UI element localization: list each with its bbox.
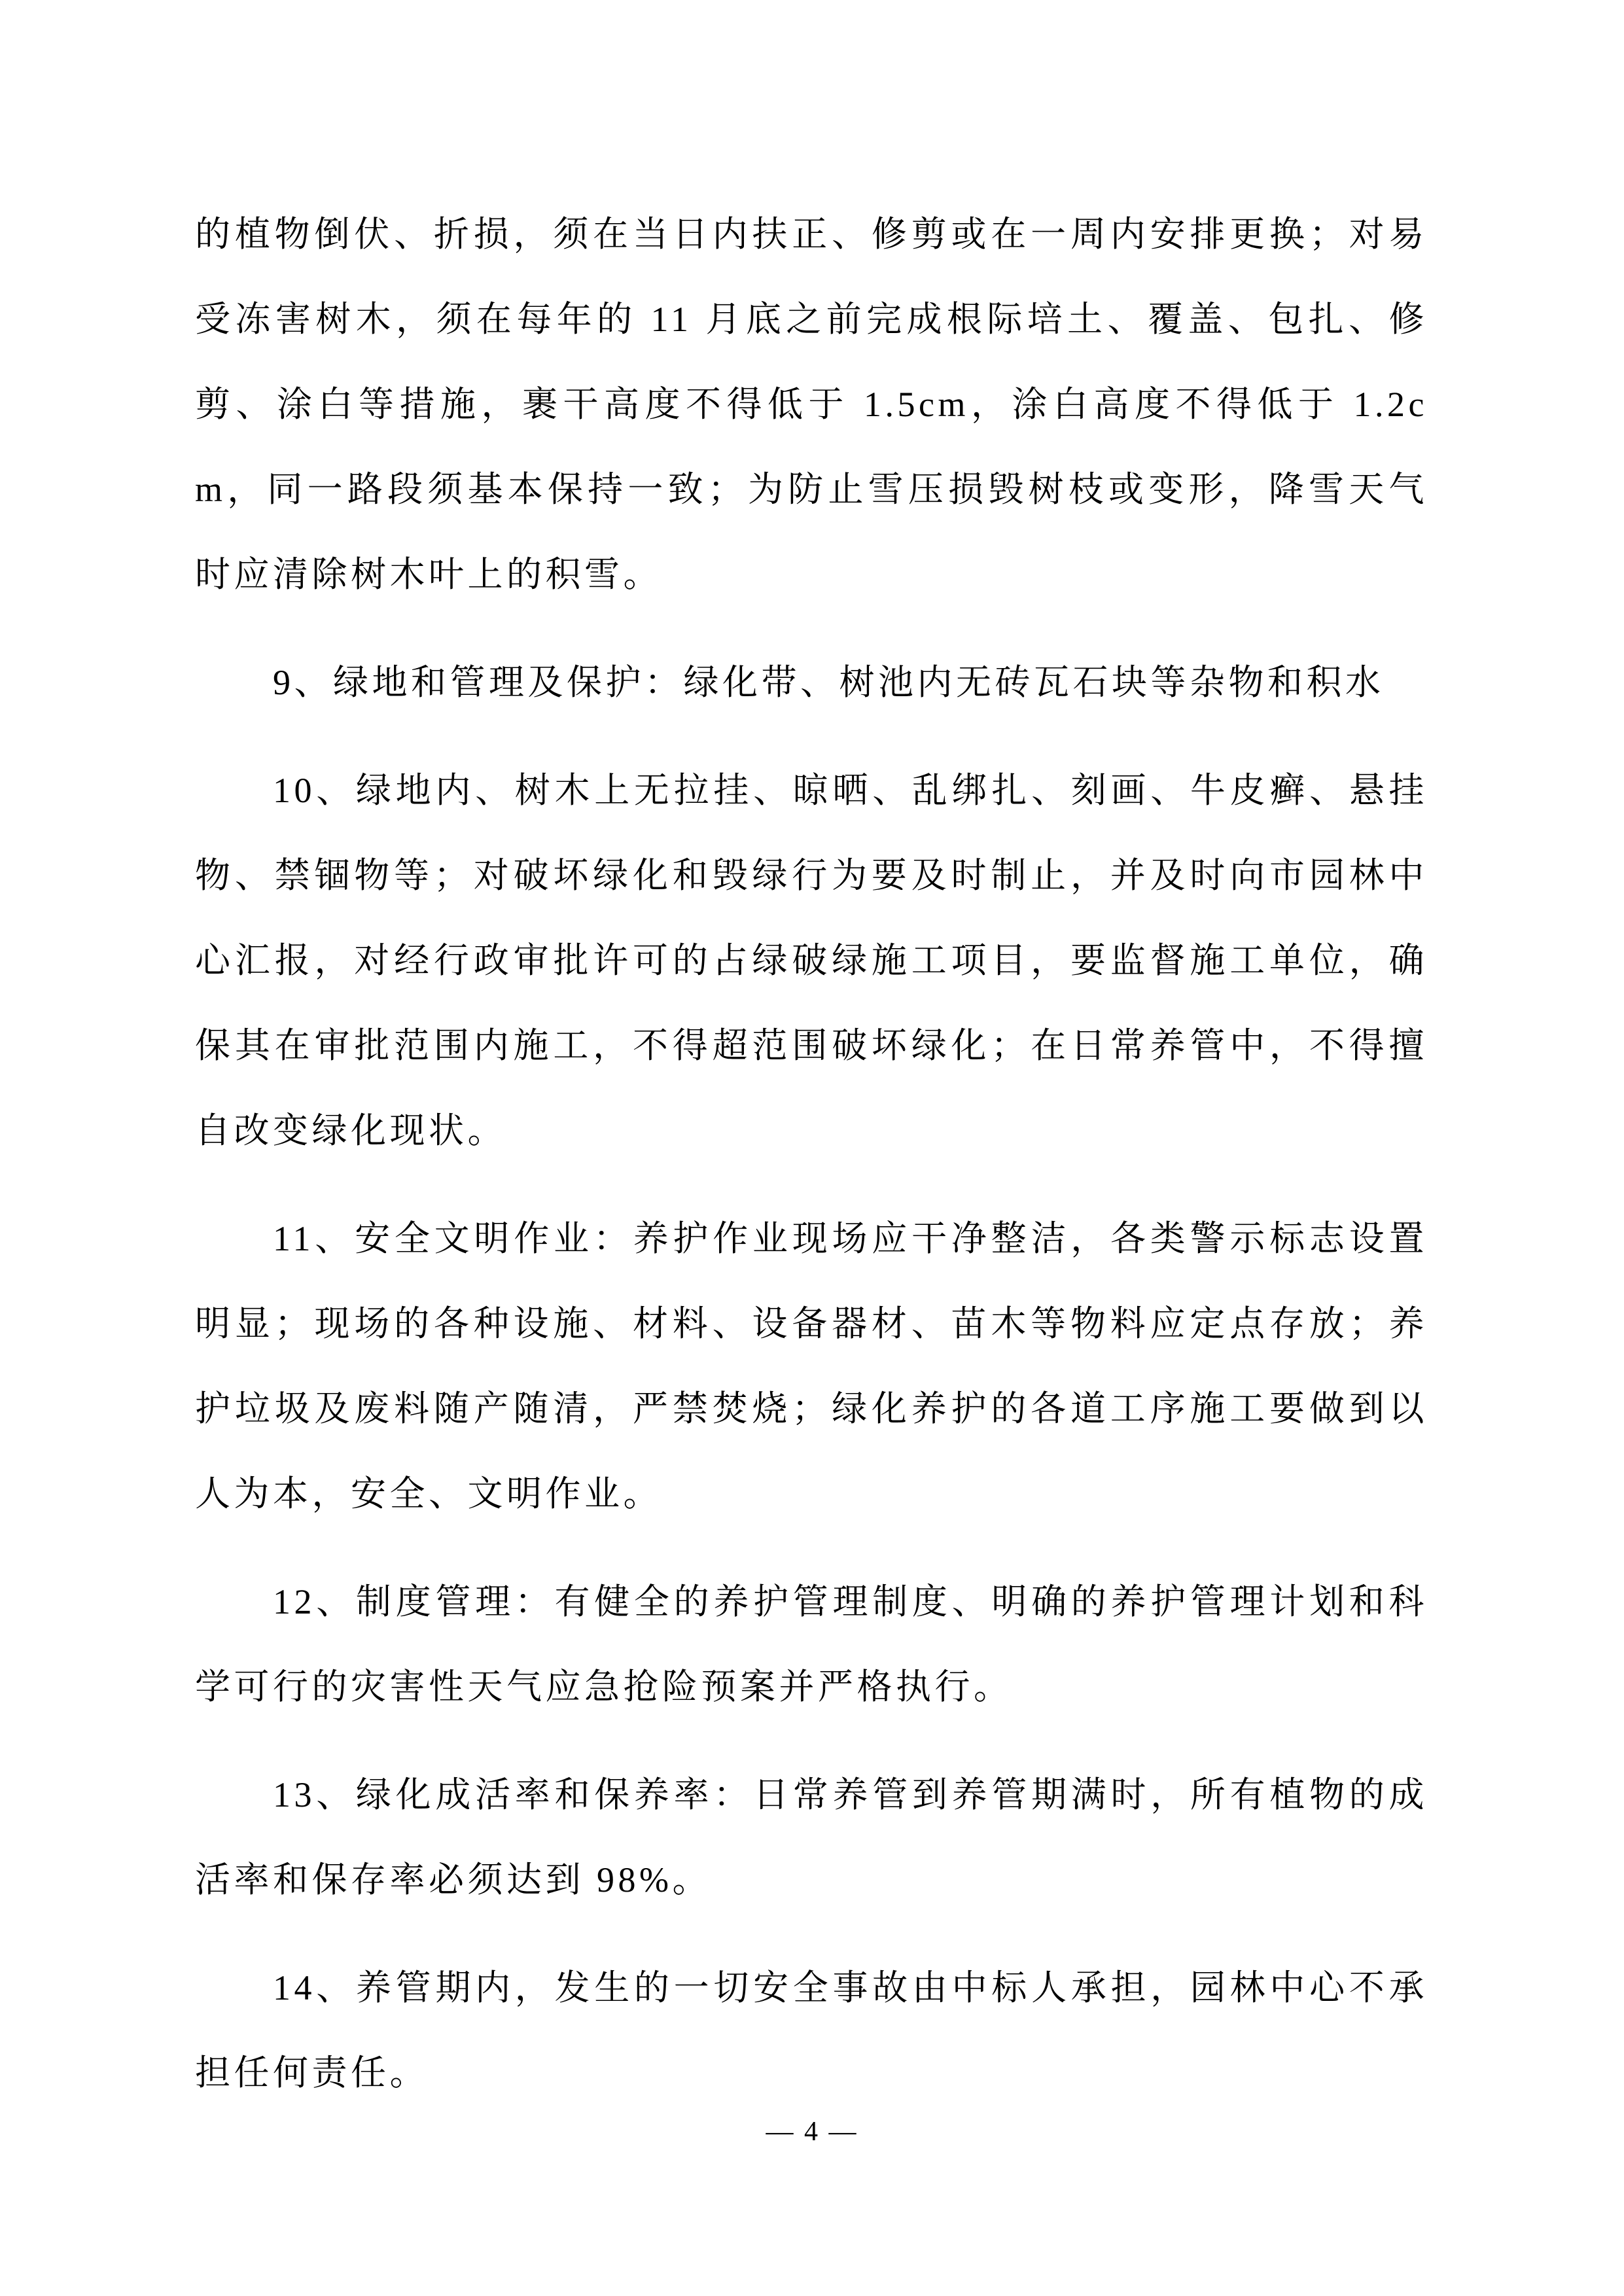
paragraph-item-13: 13、绿化成活率和保养率：日常养管到养管期满时，所有植物的成活率和保存率必须达到 98%。	[195, 1775, 1428, 1899]
paragraph-item-9: 9、绿地和管理及保护：绿化带、树池内无砖瓦石块等杂物和积水	[273, 663, 1385, 702]
document-body	[195, 192, 1428, 2138]
paragraph-item-11: 11、安全文明作业：养护作业现场应干净整洁，各类警示标志设置明显；现场的各种设施、材料、设备器材、苗木等物料应定点存放；养护垃圾及废料随产随清，严禁焚烧；绿化养护的各道工序施工要做到以人为本，安全、文明作业。	[195, 1219, 1428, 1513]
paragraph-continuation-item-8: 的植物倒伏、折损，须在当日内扶正、修剪或在一周内安排更换；对易受冻害树木，须在每年的 11 月底之前完成根际培土、覆盖、包扎、修剪、涂白等措施，裹干高度不得低于 1.5cm，涂白高度不得低于 1.2cm，同一路段须基本保持一致；为防止雪压损毁树枝或变形，降雪天气时应清除树木叶上的积雪。	[195, 215, 1428, 594]
paragraph-item-14: 14、养管期内，发生的一切安全事故由中标人承担，园林中心不承担任何责任。	[195, 1968, 1428, 2093]
page-number: — 4 —	[766, 2117, 858, 2147]
paragraph-item-12: 12、制度管理：有健全的养护管理制度、明确的养护管理计划和科学可行的灾害性天气应急抢险预案并严格执行。	[195, 1582, 1428, 1706]
paragraph-item-10: 10、绿地内、树木上无拉挂、晾晒、乱绑扎、刻画、牛皮癣、悬挂物、禁锢物等；对破坏绿化和毁绿行为要及时制止，并及时向市园林中心汇报，对经行政审批许可的占绿破绿施工项目，要监督施工单位，确保其在审批范围内施工，不得超范围破坏绿化；在日常养管中，不得擅自改变绿化现状。	[195, 771, 1428, 1150]
